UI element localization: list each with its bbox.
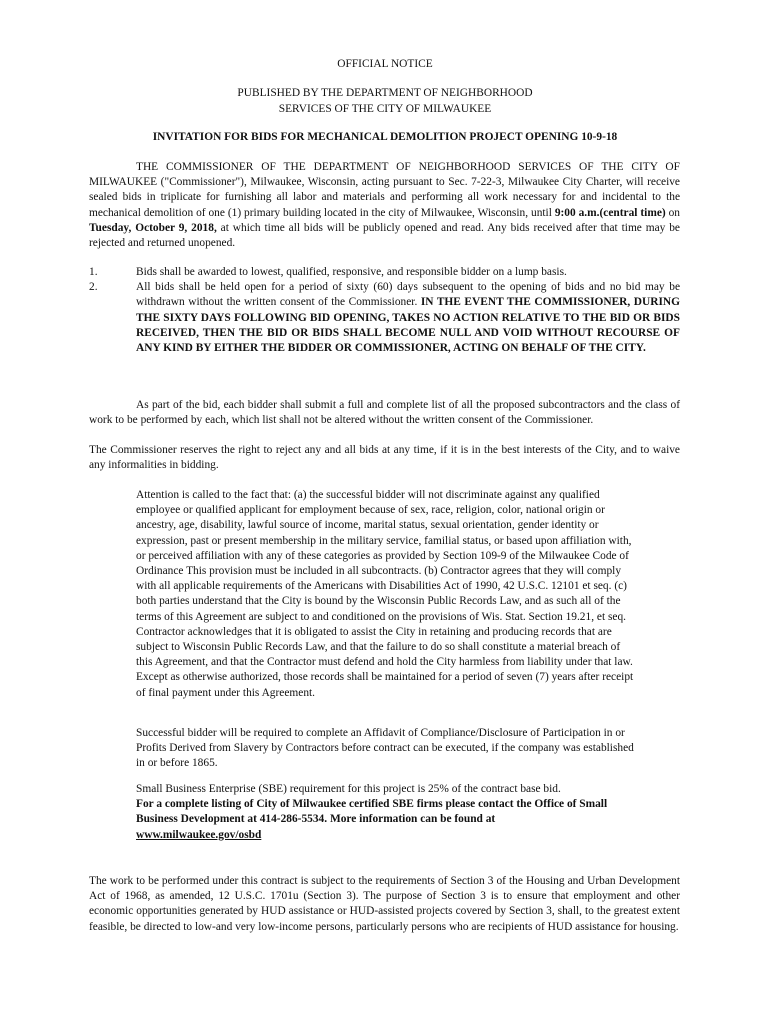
sbe-contact: For a complete listing of City of Milwaukee certified SBE firms please contact the Office of Small Business Development at 414-286-5534. More information can be found at — [136, 798, 608, 826]
intro-text-b: on — [665, 206, 680, 219]
intro-text-c: at which time all bids will be publicly opened and read. Any bids received after that time may be rejected and returned unopened. — [89, 221, 680, 250]
sbe-paragraph — [136, 782, 636, 843]
attention-paragraph: Attention is called to the fact that: (a) the successful bidder will not discriminate against any qualified employee or qualified applicant for employment because of sex, race, religion, color, national origin or ancestry, age, disability, lawful source of income, marital status, sexual orientation, gender identity or expression, past or present membership in the military service, familial status, or based upon affiliation with, or perceived affiliation with any of these categories as provided by Section 109-9 of the Milwaukee Code of Ordinance This provision must be included in all subcontracts. (b) Contractor agrees that they will comply with all applicable requirements of the Americans with Disabilities Act of 1990, 42 U.S.C. 12101 et seq. (c) both parties understand that the City is bound by the Wisconsin Public Records Law, and as such all of the terms of this Agreement are subject to and conditioned on the provisions of Wis. Stat. Section 19.21, et seq. Contractor acknowledges that it is obligated to assist the City in retaining and producing records that are subject to Wisconsin Public Records Law, and that the failure to do so shall constitute a material breach of this Agreement, and that the Contractor must defend and hold the City harmless from liability under that law. Except as otherwise authorized, those records shall be maintained for a period of seven (7) years after receipt of final payment under this Agreement. — [136, 489, 634, 699]
osbd-link[interactable]: www.milwaukee.gov/osbd — [136, 828, 262, 841]
list-number: 2. — [89, 281, 98, 294]
subcontractors-paragraph: As part of the bid, each bidder shall submit a full and complete list of all the proposed subcontractors and the class of work to be performed by each, which list shall not be altered without the written consent of the Commissioner. — [89, 399, 680, 427]
rule-2-bold: IN THE EVENT THE COMMISSIONER, DURING THE SIXTY DAYS FOLLOWING BID OPENING, TAKES NO ACTION RELATIVE TO THE BID OR BIDS RECEIVED, THEN THE BID OR BIDS SHALL BECOME NULL AND VOID WITHOUT RECOURSE OF ANY KIND BY EITHER THE BIDDER OR COMMISSIONER, ACTING ON BEHALF OF THE CITY. — [136, 296, 680, 355]
list-text: Bids shall be awarded to lowest, qualified, responsive, and responsible bidder on a lump basis. — [136, 266, 567, 278]
list-text — [136, 280, 680, 356]
publisher-heading — [0, 86, 770, 117]
list-number: 1. — [89, 266, 98, 278]
affidavit-paragraph: Successful bidder will be required to complete an Affidavit of Compliance/Disclosure of Participation in or Profits Derived from Slavery by Contractors before contract can be executed, if the company was established in or before 1865. — [136, 727, 634, 770]
intro-paragraph — [89, 160, 680, 251]
intro-text-a: THE COMMISSIONER OF THE DEPARTMENT OF NEIGHBORHOOD SERVICES OF THE CITY OF MILWAUKEE ("Commissioner"), Milwaukee, Wisconsin, acting pursuant to Sec. 7-22-3, Milwaukee City Charter, will receive sealed bids in triplicate for furnishing all labor and materials and performing all work necessary for and incidental to the mechanical demolition of one (1) primary building located in the city of Milwaukee, Wisconsin, until — [89, 161, 680, 219]
section3-paragraph: The work to be performed under this contract is subject to the requirements of Section 3 of the Housing and Urban Development Act of 1968, as amended, 12 U.S.C. 1701u (Section 3). The purpose of Section 3 is to ensure that employment and other economic opportunities generated by HUD assistance or HUD-assisted projects covered by Section 3, shall, to the greatest extent feasible, be directed to low-and very low-income persons, particularly persons who are recipients of HUD assistance for housing. — [89, 875, 680, 933]
rules-list — [89, 265, 680, 356]
intro-time: 9:00 a.m.(central time) — [554, 206, 666, 219]
publisher-line-1: PUBLISHED BY THE DEPARTMENT OF NEIGHBORHOOD — [237, 87, 533, 99]
notice-title: OFFICIAL NOTICE — [337, 58, 433, 70]
list-item — [89, 265, 680, 280]
intro-date: Tuesday, October 9, 2018, — [89, 221, 217, 234]
rule-2-text: All bids shall be held open for a period of sixty (60) days subsequent to the opening of bids and no bid may be withdrawn without the written consent of the Commissioner. — [136, 281, 680, 309]
publisher-line-2: SERVICES OF THE CITY OF MILWAUKEE — [278, 102, 492, 115]
list-item — [89, 280, 680, 356]
invitation-heading: INVITATION FOR BIDS FOR MECHANICAL DEMOLITION PROJECT OPENING 10-9-18 — [152, 131, 618, 143]
sbe-requirement: Small Business Enterprise (SBE) requirement for this project is 25% of the contract base bid. — [136, 783, 561, 795]
reserve-paragraph: The Commissioner reserves the right to reject any and all bids at any time, if it is in the best interests of the City, and to waive any informalities in bidding. — [89, 444, 680, 472]
